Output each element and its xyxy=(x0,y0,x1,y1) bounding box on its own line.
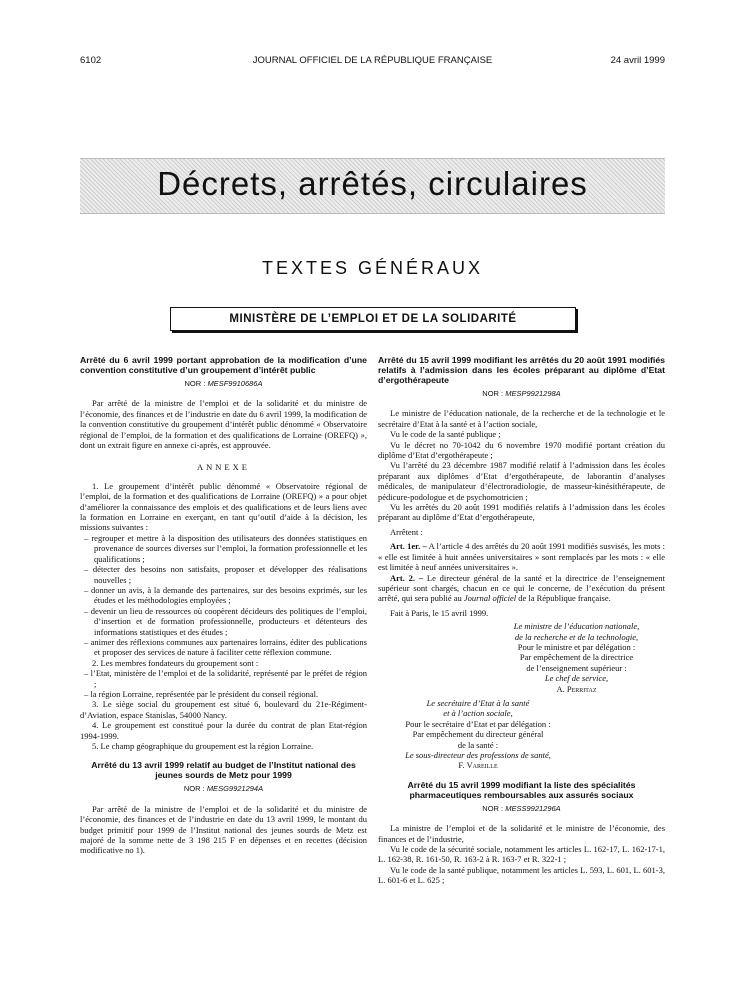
nor-code: MESS9921296A xyxy=(505,803,561,813)
article-title: Arrêté du 15 avril 1999 modifiant la liste des spécialités pharmaceutiques remboursables aux assurés sociaux xyxy=(407,779,636,800)
signatory-title: Le ministre de l’éducation nationale, xyxy=(513,621,640,632)
nor-reference xyxy=(80,784,367,794)
article-text: de la République française. xyxy=(518,593,611,604)
paragraph: La ministre de l’emploi et de la solidarité et le ministre de l’économie, des finances et de l’industrie, xyxy=(378,823,665,844)
nor-label: NOR : xyxy=(183,784,205,794)
article-title: Arrêté du 13 avril 1999 relatif au budget de l’Institut national des jeunes sourds de Metz pour 1999 xyxy=(91,760,356,781)
ministry-title: MINISTÈRE DE L’EMPLOI ET DE LA SOLIDARITÉ xyxy=(229,313,517,325)
signatory-title: de la recherche et de la technologie, xyxy=(514,631,639,642)
signatory-name: A. Perritaz xyxy=(556,683,597,694)
signature-block xyxy=(378,698,578,771)
article-1 xyxy=(378,541,665,572)
list-item: – devenir un lieu de ressources où coopèrent décideurs des politiques de l’emploi, d’insertion et de formation professionnelle, producteurs et détenteurs des informations statistiques et des études ; xyxy=(84,605,367,637)
section-banner xyxy=(80,158,665,214)
paragraph: Par arrêté de la ministre de l’emploi et de la solidarité et du ministre de l’économie, des finances et de l’industrie en date du 13 avril 1999, le montant du budget primitif pour 1999 de l’Institut national des jeunes sourds de Metz est majoré de la somme nette de 3 198 215 F en dépenses et en recettes (décision modificative no 1). xyxy=(80,803,367,856)
delegation: Pour le ministre et par délégation : xyxy=(517,641,636,652)
signatory-title: et à l’action sociale, xyxy=(443,708,513,719)
delegation: Par empêchement de la directrice xyxy=(519,652,634,663)
paragraph: Vu les arrêtés du 20 août 1991 modifiés relatifs à l’admission dans les écoles préparant au diplôme d’Etat d’ergothérapeute, xyxy=(378,502,665,523)
signatory-role: Le sous-directeur des professions de santé, xyxy=(405,750,551,760)
paragraph: 4. Le groupement est constitué pour la durée du contrat de plan Etat-région 1994-1999. xyxy=(80,720,367,741)
nor-code: MESG9921294A xyxy=(206,784,264,794)
nor-label: NOR : xyxy=(482,803,504,813)
ministry-box xyxy=(170,307,576,331)
list-item: – animer des réflexions communes aux partenaires lorrains, éditer des publications et proposer des services de nature à faciliter cette réflexion commune. xyxy=(84,636,367,658)
paragraph: 5. Le champ géographique du groupement est la région Lorraine. xyxy=(92,741,314,751)
article-title: Arrêté du 6 avril 1999 portant approbation de la modification d’une convention constitutive d’un groupement d’intérêt public xyxy=(80,355,367,375)
nor-label: NOR : xyxy=(184,379,206,388)
signatory-title: Le secrétaire d’Etat à la santé xyxy=(426,697,530,708)
list-item: – regrouper et mettre à la disposition des utilisateurs des données statistiques en provenance de sources diverses sur l’emploi, la formation professionnelle et les qualifications ; xyxy=(84,532,367,564)
list-item: – la région Lorraine, représentée par le président du conseil régional. xyxy=(84,688,319,699)
paragraph: Vu l’arrêté du 23 décembre 1987 modifié relatif à l’admission dans les écoles préparant aux diplômes d’Etat d’ergothérapeute, de laborantin d’analyses médicales, de manipulateur d’électroradiologie, de masseur-kinésithérapeute, de pédicure-podologue et de psychomotricien ; xyxy=(378,460,665,502)
annex-heading: ANNEXE xyxy=(197,462,250,473)
left-column xyxy=(80,355,367,856)
fait-a-paris: Fait à Paris, le 15 avril 1999. xyxy=(390,607,489,618)
paragraph: Vu le décret no 70-1042 du 6 novembre 1970 modifié portant création du diplôme d’Etat d’ergothérapeute ; xyxy=(378,439,665,461)
paragraph: 2. Les membres fondateurs du groupement sont : xyxy=(92,657,259,668)
signature-block xyxy=(378,621,665,694)
article-title: Arrêté du 15 avril 1999 modifiant les arrêtés du 20 août 1991 modifiés relatifs à l’admission dans les écoles préparant au diplôme d’Etat d’ergothérapeute xyxy=(378,355,665,385)
arretent: Arrêtent : xyxy=(390,526,423,537)
list-item: – détecter des besoins non satisfaits, proposer et développer des réalisations nouvelles ; xyxy=(84,564,367,585)
article-label: Art. 2. – xyxy=(390,572,424,583)
article-2 xyxy=(378,573,665,604)
journal-name: Journal officiel xyxy=(463,593,517,604)
running-header xyxy=(80,55,665,69)
section-heading: TEXTES GÉNÉRAUX xyxy=(261,258,484,278)
article-text: A l’article 4 des arrêtés du 20 août 1991 modifiés susvisés, les mots : « elle est limitée à huit années universitaires » sont remplacés par les mots : « elle est limitée à neuf années universitaires ». xyxy=(378,541,665,573)
banner-title: Décrets, arrêtés, circulaires xyxy=(157,165,588,202)
page-number: 6102 xyxy=(80,55,102,66)
nor-reference xyxy=(80,379,367,389)
article-label: Art. 1er. – xyxy=(390,541,427,552)
list-item: – l’Etat, ministère de l’emploi et de la solidarité, représenté par le préfet de région ; xyxy=(84,668,367,689)
list-item: – donner un avis, à la demande des partenaires, sur des besoins exprimés, sur les études et les méthodologies employées ; xyxy=(84,584,367,606)
delegation: de la santé : xyxy=(457,739,499,750)
nor-reference xyxy=(378,804,665,814)
signatory-name: F. Vareille xyxy=(458,760,498,771)
paragraph: 1. Le groupement d’intérêt public dénommé « Observatoire régional de l’emploi, de la formation et des qualifications de Lorraine (OREFQ) » a pour objet d’améliorer la connaissance des emplois et des qualifications et de leurs liens avec la formation en Lorraine en exerçant, en tant qu’outil d’aide à la décision, les missions suivantes : xyxy=(80,480,367,533)
paragraph: Par arrêté de la ministre de l’emploi et de la solidarité et du ministre de l’économie, des finances et de l’industrie en date du 6 avril 1999, la modification de la convention constitutive du groupement d’intérêt public dénommé « Observatoire régional de l’emploi, de la formation et des qualifications de Lorraine (OREFQ) », dont un extrait figure en annexe ci-après, est approuvée. xyxy=(80,398,367,451)
paragraph: Vu le code de la sécurité sociale, notamment les articles L. 162-17, L. 162-17-1, L. 162-38, R. 161-50, R. 163-2 à R. 163-7 et R. 322-1 ; xyxy=(378,844,665,865)
nor-code: MESP9921298A xyxy=(505,389,561,398)
issue-date: 24 avril 1999 xyxy=(610,55,665,66)
paragraph: Vu le code de la santé publique ; xyxy=(390,429,501,440)
paragraph: Vu le code de la santé publique, notamment les articles L. 593, L. 601, L. 601-3, L. 601-6 et L. 625 ; xyxy=(378,864,665,886)
delegation: Pour le secrétaire d’Etat et par délégation : xyxy=(405,718,551,729)
nor-code: MESF9910686A xyxy=(207,379,263,388)
journal-title: JOURNAL OFFICIEL DE LA RÉPUBLIQUE FRANÇAISE xyxy=(252,55,493,66)
delegation: Par empêchement du directeur général xyxy=(412,729,544,740)
nor-reference xyxy=(378,389,665,399)
article-text: Le directeur général de la santé et la directrice de l’enseignement supérieur sont chargés, chacun en ce qui le concerne, de l’exécution du présent arrêté, qui sera publié au xyxy=(378,572,666,604)
paragraph: Le ministre de l’éducation nationale, de la recherche et de la technologie et le secrétaire d’Etat à la santé et à l’action sociale, xyxy=(378,408,665,429)
paragraph: 3. Le siège social du groupement est situé 6, boulevard du 21e-Régiment-d’Aviation, espace Stanislas, 54000 Nancy. xyxy=(80,699,367,720)
delegation: de l’enseignement supérieur : xyxy=(526,662,627,673)
nor-label: NOR : xyxy=(482,389,504,398)
signatory-role: Le chef de service, xyxy=(544,673,609,684)
right-column xyxy=(378,355,665,886)
